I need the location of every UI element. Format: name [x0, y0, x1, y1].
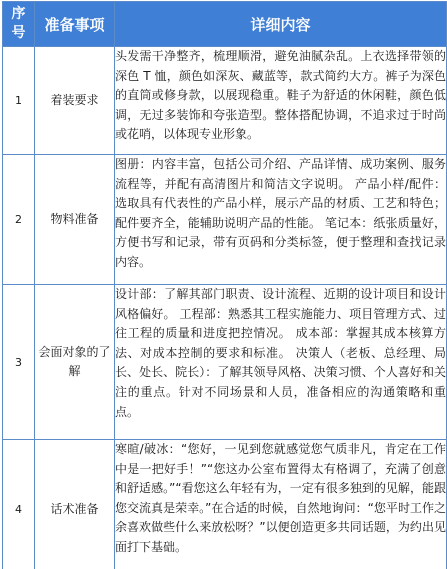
row-number: 1 — [3, 47, 35, 155]
row-detail: 图册：内容丰富，包括公司介绍、产品详情、成功案例、服务流程等，并配有高清图片和简洁文字说明。 产品小样/配件：选取具有代表性的产品小样，展示产品的材质、工艺和特色；配件要齐全，能辅助说明产品的性能。 笔记本：纸张质量好，方便书写和记录，带有页码和分类标签，便于整理和查找记录内容。 — [115, 155, 447, 285]
table-header-row — [3, 2, 447, 47]
header-no-line-1: 序 — [11, 6, 26, 22]
row-detail: 寒暄/破冰：“您好，一见到您就感觉您气质非凡，肯定在工作中是一把好手！”“您这办公室布置得太有格调了，充满了创意和舒适感。”“看您这么年轻有为，一定有很多独到的见解，能跟您交流真是荣幸。”在合适的时候，自然地询问：“您平时工作之余喜欢做些什么来放松呀？”以便创造更多共同话题，为约出见面打下基础。 — [115, 440, 447, 569]
header-no — [3, 2, 35, 47]
row-number: 2 — [3, 155, 35, 285]
row-number: 3 — [3, 285, 35, 440]
row-detail: 头发需干净整齐，梳理顺滑，避免油腻杂乱。上衣选择带领的深色 T 恤，颜色如深灰、藏蓝等，款式简约大方。裤子为深色的直筒或修身款，以展现稳重。鞋子为舒适的休闲鞋，颜色低调，无过多装饰和夸张造型。整体搭配协调，不追求过于时尚或花哨，以体现专业形象。 — [115, 47, 447, 155]
row-item: 物料准备 — [35, 155, 115, 285]
preparation-table — [2, 1, 447, 569]
table-row — [3, 440, 447, 569]
header-detail: 详细内容 — [115, 2, 447, 47]
header-no-line-2: 号 — [11, 25, 26, 41]
table-row — [3, 47, 447, 155]
table-row — [3, 285, 447, 440]
row-detail: 设计部：了解其部门职责、设计流程、近期的设计项目和设计风格偏好。 工程部：熟悉其工程实施能力、项目管理方式、过往工程的质量和进度把控情况。 成本部：掌握其成本核算方法、对成本控制的要求和标准。 决策人（老板、总经理、局长、处长、院长）：了解其领导风格、决策习惯、个人喜好和关注的重点。针对不同场景和人员，准备相应的沟通策略和重点。 — [115, 285, 447, 440]
row-item: 会面对象的了解 — [35, 285, 115, 440]
table-row — [3, 155, 447, 285]
row-item: 话术准备 — [35, 440, 115, 569]
header-item: 准备事项 — [35, 2, 115, 47]
row-item: 着装要求 — [35, 47, 115, 155]
row-number: 4 — [3, 440, 35, 569]
